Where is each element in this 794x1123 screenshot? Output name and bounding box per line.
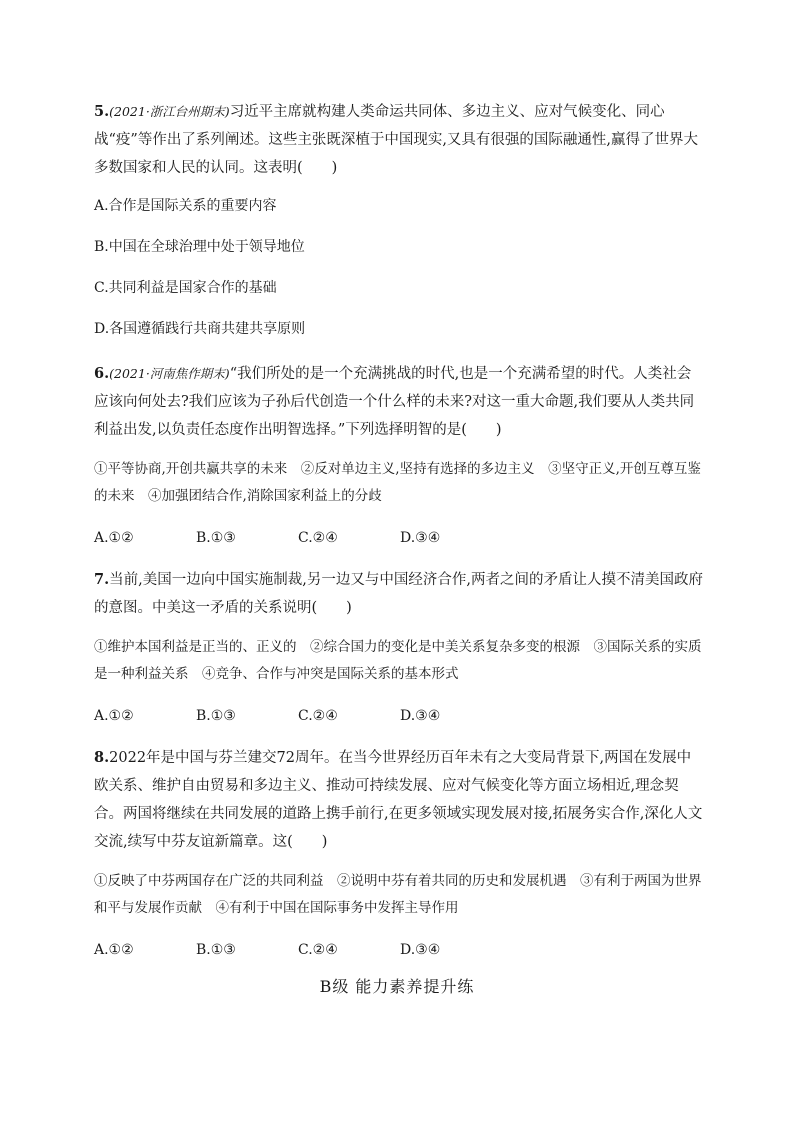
statement-list: ①平等协商,开创共赢共享的未来 ②反对单边主义,坚持有选择的多边主义 ③坚守正义,开创互尊互鉴的未来 ④加强团结合作,消除国家利益上的分歧 xyxy=(94,461,701,504)
choice-a: A.①② xyxy=(94,530,134,546)
option-list xyxy=(94,196,704,339)
question-number: 5. xyxy=(94,103,110,120)
choice-a: A.①② xyxy=(94,942,134,958)
option-b: B.中国在全球治理中处于领导地位 xyxy=(94,239,305,255)
question-text: 当前,美国一边向中国实施制裁,另一边又与中国经济合作,两者之间的矛盾让人摸不清美国政府的意图。中美这一矛盾的关系说明( ) xyxy=(94,572,703,616)
question-number: 6. xyxy=(94,365,110,382)
question-5-stem xyxy=(94,98,704,182)
question-6-stem xyxy=(94,360,704,444)
question-source: (2021·浙江台州期末) xyxy=(109,104,230,119)
section-heading: B级 能力素养提升练 xyxy=(319,977,475,996)
question-text: 习近平主席就构建人类命运共同体、多边主义、应对气候变化、同心战“疫”等作出了系列阐述。这些主张既深植于中国现实,又具有很强的国际融通性,赢得了世界大多数国家和人民的认同。这表明( ) xyxy=(94,104,699,176)
question-7 xyxy=(94,566,704,726)
statement-list: ①反映了中芬两国存在广泛的共同利益 ②说明中芬有着共同的历史和发展机遇 ③有利于两国为世界和平与发展作贡献 ④有利于中国在国际事务中发挥主导作用 xyxy=(94,873,702,916)
statement-list: ①维护本国利益是正当的、正义的 ②综合国力的变化是中美关系复杂多变的根源 ③国际关系的实质是一种利益关系 ④竞争、合作与冲突是国际关系的基本形式 xyxy=(94,639,702,682)
choice-d: D.③④ xyxy=(400,942,441,958)
question-number: 7. xyxy=(94,571,110,588)
question-8 xyxy=(94,744,704,960)
choice-a: A.①② xyxy=(94,708,134,724)
question-5 xyxy=(94,98,704,339)
question-number: 8. xyxy=(94,749,110,766)
choice-b: B.①③ xyxy=(196,708,236,724)
question-source: (2021·河南焦作期末) xyxy=(109,366,230,381)
option-d: D.各国遵循践行共商共建共享原则 xyxy=(94,321,306,337)
question-8-stem xyxy=(94,744,704,856)
question-text: “我们所处的是一个充满挑战的时代,也是一个充满希望的时代。人类社会应该向何处去?我们应该为子孙后代创造一个什么样的未来?对这一重大命题,我们要从人类共同利益出发,以负责任态度作出明智选择。”下列选择明智的是( ) xyxy=(94,366,695,438)
choice-c: C.②④ xyxy=(298,708,338,724)
choice-row xyxy=(94,528,704,548)
choice-row xyxy=(94,940,704,960)
question-6 xyxy=(94,360,704,548)
question-text: 2022年是中国与芬兰建交72周年。在当今世界经历百年未有之大变局背景下,两国在发展中欧关系、维护自由贸易和多边主义、推动可持续发展、应对气候变化等方面立场相近,理念契合。两国将继续在共同发展的道路上携手前行,在更多领域实现发展对接,拓展务实合作,深化人文交流,续写中芬友谊新篇章。这( ) xyxy=(94,750,703,850)
question-page xyxy=(94,94,704,960)
choice-c: C.②④ xyxy=(298,942,338,958)
choice-b: B.①③ xyxy=(196,530,236,546)
choice-c: C.②④ xyxy=(298,530,338,546)
choice-d: D.③④ xyxy=(400,530,441,546)
option-a: A.合作是国际关系的重要内容 xyxy=(94,198,277,214)
choice-row xyxy=(94,706,704,726)
option-c: C.共同利益是国家合作的基础 xyxy=(94,280,277,296)
choice-b: B.①③ xyxy=(196,942,236,958)
question-7-stem xyxy=(94,566,704,622)
choice-d: D.③④ xyxy=(400,708,441,724)
